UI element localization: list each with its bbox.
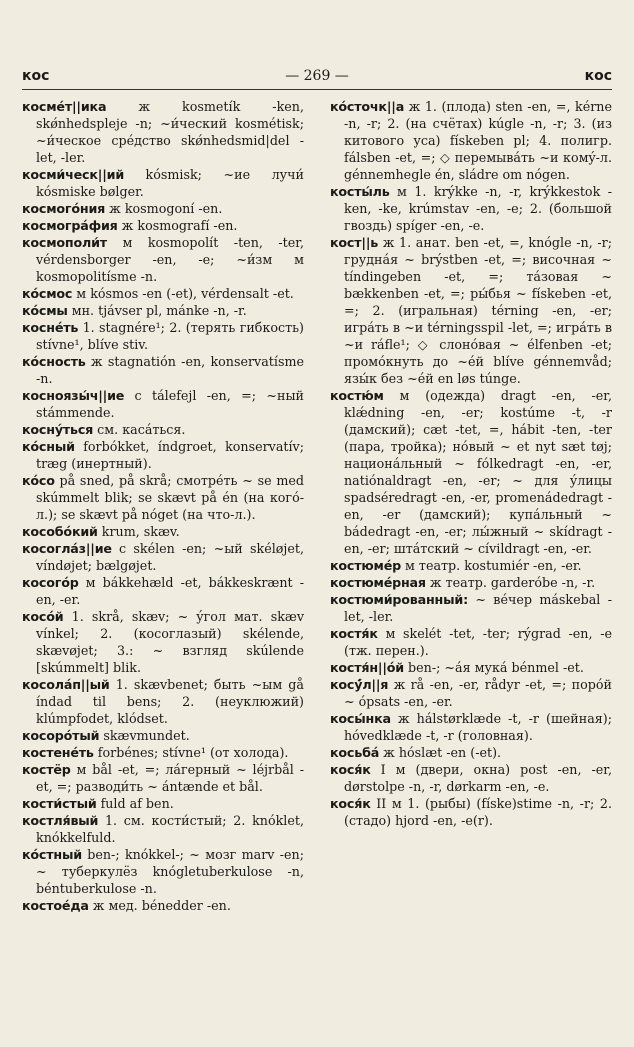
dictionary-entry — [22, 421, 304, 438]
left-column — [22, 98, 304, 914]
dictionary-entry — [22, 523, 304, 540]
dictionary-entry — [22, 217, 304, 234]
entry-definition: ж hálstørklæde -t, -r (шейная); hóvedklæde -t, -r (головная). — [344, 711, 612, 743]
dictionary-entry — [22, 353, 304, 387]
dictionary-entry — [22, 608, 304, 676]
entry-headword: кособóкий — [22, 524, 98, 539]
entry-headword: косы́нка — [330, 711, 391, 726]
dictionary-entry — [330, 625, 612, 659]
entry-headword: кóсность — [22, 354, 86, 369]
entry-headword: космополи́т — [22, 235, 107, 250]
dictionary-entry — [330, 676, 612, 710]
dictionary-entry — [22, 727, 304, 744]
entry-definition: 1. stagnére¹; 2. (терять гибкость) stívne¹, blíve stiv. — [36, 320, 304, 352]
entry-definition: krum, skæv. — [97, 524, 180, 539]
entry-definition: forbókket, índgroet, konservatív; træg (инертный). — [36, 439, 304, 471]
dictionary-entry — [330, 659, 612, 676]
dictionary-entry — [22, 438, 304, 472]
entry-headword: косьбá — [330, 745, 380, 760]
dictionary-entry — [330, 591, 612, 625]
entry-headword: кост||ь — [330, 235, 379, 250]
entry-definition: ж hóslæt -en (-et). — [379, 745, 502, 760]
entry-headword: космогрáфия — [22, 218, 118, 233]
entry-definition: ben-; knókkel-; ~ мозг marv -en; ~ туберкулёз knógletuberkulose -n, béntuberkulose -n. — [36, 847, 304, 896]
entry-definition: ben-; ~áя мукá bénmel -et. — [404, 660, 584, 675]
dictionary-entry — [22, 795, 304, 812]
entry-headword: косолáп||ый — [22, 677, 110, 692]
dictionary-entry — [22, 387, 304, 421]
dictionary-entry — [330, 744, 612, 761]
entry-definition: 1. см. кости́стый; 2. knóklet, knókkelfuld. — [36, 813, 304, 845]
dictionary-entry — [22, 744, 304, 761]
running-head — [22, 68, 612, 86]
entry-definition: м skelét -tet, -ter; rýgrad -en, -e (тж. перен.). — [344, 626, 612, 658]
page-number: — 269 — — [285, 68, 349, 84]
entry-headword: костёр — [22, 762, 71, 777]
entry-definition: ж мед. bénedder -en. — [88, 898, 231, 913]
entry-headword: кóсный — [22, 439, 75, 454]
entry-headword: костюмéрная — [330, 575, 426, 590]
right-column — [330, 98, 612, 829]
entry-headword: кося́к — [330, 762, 371, 777]
dictionary-entry — [330, 557, 612, 574]
entry-definition: м kosmopolít -ten, -ter, vérdensborger -en, -e; ~и́зм м kosmopolitísme -n. — [36, 235, 304, 284]
entry-headword: коснéть — [22, 320, 79, 335]
entry-headword: косý́л||я — [330, 677, 389, 692]
entry-headword: кося́к — [330, 796, 371, 811]
entry-definition: ж kosmetík -ken, skǿnhedspleje -n; ~и́ческий kosmétisk; ~и́ческое срéдство skǿnhedsmid|del -let, -ler. — [36, 99, 304, 165]
entry-headword: кóсо — [22, 473, 55, 488]
entry-headword: кóсмос — [22, 286, 73, 301]
entry-definition: I м (двери, окна) post -en, -er, dørstolpe -n, -r, dørkarm -en, -e. — [344, 762, 612, 794]
entry-definition: ж театр. garderóbe -n, -r. — [425, 575, 596, 590]
entry-headword: косноязы́ч||ие — [22, 388, 125, 403]
entry-definition: II м 1. (рыбы) (físke)stime -n, -r; 2. (стадо) hjord -en, -e(r). — [344, 796, 612, 828]
entry-headword: костя́к — [330, 626, 378, 641]
dictionary-entry — [22, 472, 304, 523]
dictionary-entry — [330, 183, 612, 234]
entry-definition: 1. skrå, skæv; ~ ýгол мат. skæv vínkel; 2. (косоглазый) skélende, skævøjet; 3.: ~ взгляд skúlende [skúmmelt] blik. — [36, 609, 304, 675]
entry-definition: kósmisk; ~ие лучи́ kósmiske bølger. — [36, 167, 304, 199]
entry-headword: костенéть — [22, 745, 94, 760]
dictionary-entry — [330, 234, 612, 387]
dictionary-entry — [22, 846, 304, 897]
header-rule — [22, 89, 612, 90]
entry-definition: м bákkehæld -et, bákkeskrænt -en, -er. — [36, 575, 304, 607]
entry-headword: костюми́рованный: — [330, 592, 468, 607]
dictionary-entry — [330, 574, 612, 591]
entry-definition: ж 1. анат. ben -et, =, knógle -n, -r; груднáя ~ brýstben -et, =; височная ~ tíndingeben -et, =; тáзовая ~ bækkenben -et, =; ры́бья ~ fískeben -et, =; 2. (игральная) térning -en, -er; игрáть в ~и térningsspil -let, =; игрáть в ~и ráfle¹; ◇ слонóвая ~ élfenben -et; промóкнуть до ~éй blíve génnemvåd; язы́к без ~éй en løs túnge. — [344, 235, 612, 386]
dictionary-entry — [22, 98, 304, 166]
dictionary-entry — [22, 166, 304, 200]
entry-definition: м bål -et, =; лáгерный ~ léjrbål -et, =; разводи́ть ~ ántænde et bål. — [36, 762, 304, 794]
entry-definition: см. касáться. — [93, 422, 186, 437]
dictionary-entry — [22, 285, 304, 302]
dictionary-entry — [22, 200, 304, 217]
entry-definition: ж 1. (плода) sten -en, =, kérne -n, -r; 2. (на счётах) kúgle -n, -r; 3. (из китового уса) fískeben pl; 4. полигр. fálsben -et, =; ◇ перемывáть ~и комý-л. génnemhegle én, sládre om nógen. — [344, 99, 612, 182]
entry-headword: косóй — [22, 609, 64, 624]
dictionary-entry — [330, 98, 612, 183]
entry-headword: косми́ческ||ий — [22, 167, 125, 182]
entry-headword: кости́стый — [22, 796, 97, 811]
entry-definition: på sned, på skrå; смотрéть ~ se med skúmmelt blik; se skævt på én (на когó-л.); se skævt på nóget (на что-л.). — [36, 473, 304, 522]
dictionary-entry — [22, 319, 304, 353]
entry-definition: м театр. kostumiér -en, -er. — [401, 558, 582, 573]
entry-definition: с skélen -en; ~ый skéløjet, víndøjet; bælgøjet. — [36, 541, 304, 573]
entry-headword: косорóтый — [22, 728, 100, 743]
entry-definition: с tálefejl -en, =; ~ный stámmende. — [36, 388, 304, 420]
entry-definition: 1. skævbenet; быть ~ым gå índad til bens; 2. (неуклюжий) klúmpfodet, klódset. — [36, 677, 304, 726]
guide-word-right: кос — [584, 68, 612, 84]
entry-headword: коснýться — [22, 422, 94, 437]
entry-definition: ж stagnatión -en, konservatísme -n. — [36, 354, 304, 386]
dictionary-entry — [330, 795, 612, 829]
entry-headword: кóстный — [22, 847, 82, 862]
entry-headword: костля́вый — [22, 813, 99, 828]
dictionary-entry — [22, 302, 304, 319]
dictionary-entry — [330, 761, 612, 795]
dictionary-entry — [22, 676, 304, 727]
dictionary-entry — [22, 897, 304, 914]
entry-headword: костюмéр — [330, 558, 401, 573]
entry-definition: forbénes; stívne¹ (от холода). — [93, 745, 289, 760]
entry-headword: космéт||ика — [22, 99, 107, 114]
dictionary-entry — [22, 761, 304, 795]
entry-headword: кóсточк||а — [330, 99, 405, 114]
entry-headword: кóсмы — [22, 303, 68, 318]
entry-definition: fuld af ben. — [96, 796, 174, 811]
entry-definition: м kósmos -en (-et), vérdensalt -et. — [72, 286, 294, 301]
dictionary-entry — [22, 540, 304, 574]
entry-definition: ж kosmografí -en. — [117, 218, 238, 233]
guide-word-left: кос — [22, 68, 50, 84]
entry-headword: косты́ль — [330, 184, 390, 199]
entry-definition: м 1. krýkke -n, -r, krýkkestok -ken, -ke, krúmstav -en, -e; 2. (большой гвоздь) spíger -en, -e. — [344, 184, 612, 233]
entry-definition: м (одежда) dragt -en, -er, klǽdning -en, -er; kostúme -t, -r (дамский); сæt -tet, =, hábit -ten, -ter (пара, тройка); нóвый ~ et nyt sæt tøj; национáльный ~ fólkedragt -en, -er, natiónaldragt -en, -er; ~ для ýлицы spadséredragt -en, -er, promenádedragt -en, -er (дамский); купáльный ~ bádedragt -en, -er; лы́жный ~ skídragt -en, -er; штáтский ~ cívildragt -en, -er. — [344, 388, 612, 556]
entry-headword: космогóния — [22, 201, 106, 216]
entry-definition: ж rå -en, -er, rådyr -et, =; порóй ~ ópsats -en, -er. — [344, 677, 612, 709]
dictionary-entry — [22, 234, 304, 285]
dictionary-entry — [330, 387, 612, 557]
dictionary-entry — [330, 710, 612, 744]
entry-definition: ~ вéчер máskebal -let, -ler. — [344, 592, 612, 624]
entry-headword: косоглáз||ие — [22, 541, 112, 556]
dictionary-entry — [22, 812, 304, 846]
dictionary-entry — [22, 574, 304, 608]
entry-headword: костоéда — [22, 898, 89, 913]
entry-definition: skævmundet. — [99, 728, 190, 743]
entry-headword: косогóр — [22, 575, 79, 590]
entry-definition: ж kosmogoní -en. — [105, 201, 223, 216]
entry-headword: костю́м — [330, 388, 384, 403]
entry-headword: костя́н||óй — [330, 660, 404, 675]
entry-definition: мн. tjávser pl, mánke -n, -r. — [67, 303, 247, 318]
